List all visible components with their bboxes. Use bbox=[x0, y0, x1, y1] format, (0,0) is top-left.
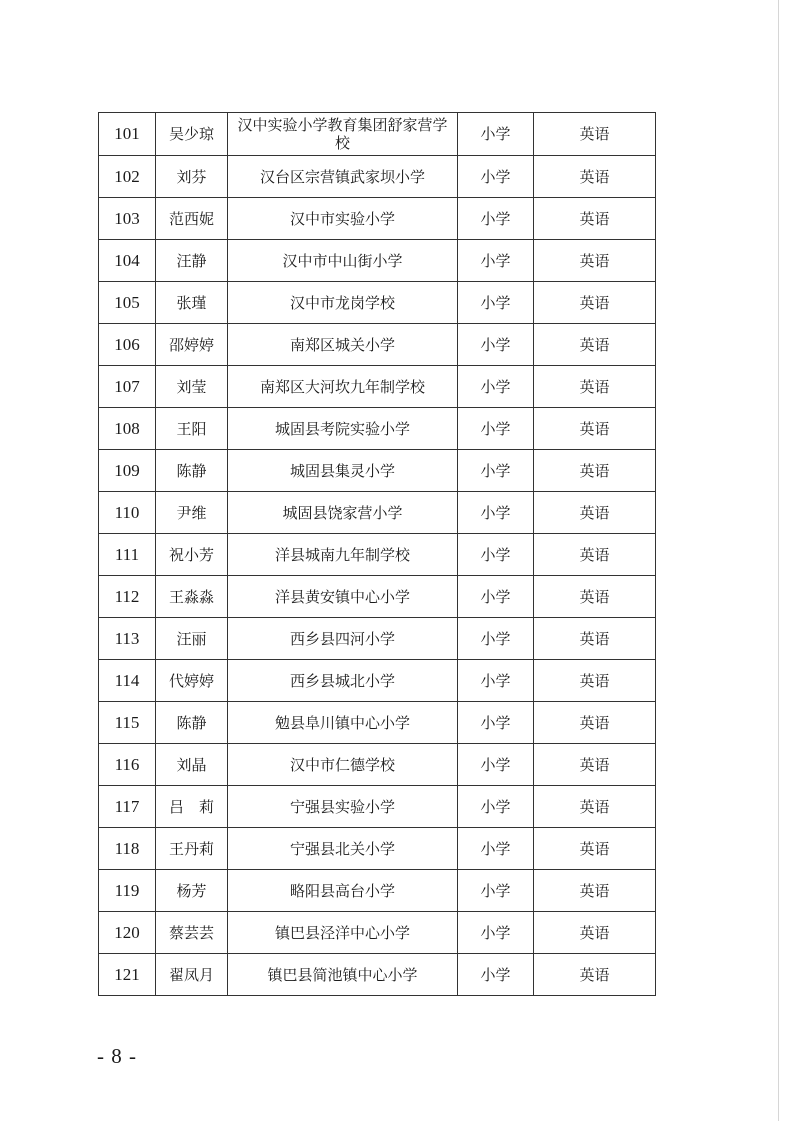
cell-level: 小学 bbox=[458, 198, 534, 240]
cell-name: 张瑾 bbox=[156, 282, 228, 324]
cell-level: 小学 bbox=[458, 450, 534, 492]
cell-name: 汪丽 bbox=[156, 618, 228, 660]
table-row bbox=[99, 954, 656, 996]
cell-school: 汉台区宗营镇武家坝小学 bbox=[228, 156, 458, 198]
cell-number: 121 bbox=[99, 954, 156, 996]
cell-school: 汉中实验小学教育集团舒家营学校 bbox=[228, 113, 458, 156]
table-row bbox=[99, 198, 656, 240]
cell-school: 略阳县高台小学 bbox=[228, 870, 458, 912]
cell-school: 汉中市仁德学校 bbox=[228, 744, 458, 786]
cell-number: 120 bbox=[99, 912, 156, 954]
cell-name: 杨芳 bbox=[156, 870, 228, 912]
cell-number: 104 bbox=[99, 240, 156, 282]
cell-level: 小学 bbox=[458, 534, 534, 576]
cell-subject: 英语 bbox=[534, 198, 656, 240]
roster-table-container bbox=[98, 112, 655, 996]
cell-subject: 英语 bbox=[534, 113, 656, 156]
cell-name: 翟凤月 bbox=[156, 954, 228, 996]
table-row bbox=[99, 534, 656, 576]
cell-name: 王阳 bbox=[156, 408, 228, 450]
cell-school: 汉中市龙岗学校 bbox=[228, 282, 458, 324]
cell-number: 101 bbox=[99, 113, 156, 156]
table-row bbox=[99, 156, 656, 198]
table-row bbox=[99, 408, 656, 450]
table-row bbox=[99, 282, 656, 324]
cell-name: 祝小芳 bbox=[156, 534, 228, 576]
cell-number: 117 bbox=[99, 786, 156, 828]
cell-level: 小学 bbox=[458, 912, 534, 954]
cell-subject: 英语 bbox=[534, 786, 656, 828]
cell-name: 刘莹 bbox=[156, 366, 228, 408]
cell-level: 小学 bbox=[458, 282, 534, 324]
cell-name: 刘芬 bbox=[156, 156, 228, 198]
scan-edge-line bbox=[778, 0, 779, 1121]
cell-number: 106 bbox=[99, 324, 156, 366]
cell-number: 113 bbox=[99, 618, 156, 660]
cell-number: 119 bbox=[99, 870, 156, 912]
cell-level: 小学 bbox=[458, 492, 534, 534]
table-row bbox=[99, 786, 656, 828]
cell-school: 西乡县城北小学 bbox=[228, 660, 458, 702]
table-row bbox=[99, 450, 656, 492]
cell-name: 范西妮 bbox=[156, 198, 228, 240]
table-row bbox=[99, 702, 656, 744]
cell-subject: 英语 bbox=[534, 870, 656, 912]
cell-subject: 英语 bbox=[534, 744, 656, 786]
cell-number: 115 bbox=[99, 702, 156, 744]
roster-table bbox=[98, 112, 656, 996]
cell-name: 代婷婷 bbox=[156, 660, 228, 702]
cell-number: 116 bbox=[99, 744, 156, 786]
cell-school: 西乡县四河小学 bbox=[228, 618, 458, 660]
table-row bbox=[99, 660, 656, 702]
cell-level: 小学 bbox=[458, 576, 534, 618]
cell-number: 105 bbox=[99, 282, 156, 324]
cell-number: 112 bbox=[99, 576, 156, 618]
cell-school: 洋县城南九年制学校 bbox=[228, 534, 458, 576]
cell-subject: 英语 bbox=[534, 324, 656, 366]
cell-school: 城固县考院实验小学 bbox=[228, 408, 458, 450]
cell-name: 蔡芸芸 bbox=[156, 912, 228, 954]
page-number: - 8 - bbox=[97, 1044, 137, 1068]
cell-subject: 英语 bbox=[534, 618, 656, 660]
cell-school: 城固县集灵小学 bbox=[228, 450, 458, 492]
table-row bbox=[99, 492, 656, 534]
table-row bbox=[99, 576, 656, 618]
cell-subject: 英语 bbox=[534, 492, 656, 534]
cell-number: 108 bbox=[99, 408, 156, 450]
cell-school: 宁强县实验小学 bbox=[228, 786, 458, 828]
cell-school: 汉中市中山街小学 bbox=[228, 240, 458, 282]
cell-number: 114 bbox=[99, 660, 156, 702]
cell-name: 陈静 bbox=[156, 702, 228, 744]
cell-number: 109 bbox=[99, 450, 156, 492]
cell-school: 宁强县北关小学 bbox=[228, 828, 458, 870]
cell-subject: 英语 bbox=[534, 366, 656, 408]
cell-school: 南郑区大河坎九年制学校 bbox=[228, 366, 458, 408]
cell-level: 小学 bbox=[458, 954, 534, 996]
cell-number: 110 bbox=[99, 492, 156, 534]
cell-number: 107 bbox=[99, 366, 156, 408]
cell-name: 邵婷婷 bbox=[156, 324, 228, 366]
table-row bbox=[99, 113, 656, 156]
cell-subject: 英语 bbox=[534, 576, 656, 618]
cell-subject: 英语 bbox=[534, 282, 656, 324]
cell-subject: 英语 bbox=[534, 828, 656, 870]
table-row bbox=[99, 870, 656, 912]
cell-level: 小学 bbox=[458, 113, 534, 156]
cell-school: 城固县饶家营小学 bbox=[228, 492, 458, 534]
cell-subject: 英语 bbox=[534, 408, 656, 450]
cell-subject: 英语 bbox=[534, 660, 656, 702]
cell-name: 王丹莉 bbox=[156, 828, 228, 870]
cell-number: 103 bbox=[99, 198, 156, 240]
cell-level: 小学 bbox=[458, 828, 534, 870]
cell-subject: 英语 bbox=[534, 450, 656, 492]
cell-level: 小学 bbox=[458, 240, 534, 282]
cell-number: 118 bbox=[99, 828, 156, 870]
cell-level: 小学 bbox=[458, 660, 534, 702]
cell-number: 111 bbox=[99, 534, 156, 576]
table-row bbox=[99, 324, 656, 366]
table-row bbox=[99, 744, 656, 786]
table-row bbox=[99, 828, 656, 870]
cell-number: 102 bbox=[99, 156, 156, 198]
cell-level: 小学 bbox=[458, 618, 534, 660]
cell-level: 小学 bbox=[458, 870, 534, 912]
cell-name: 陈静 bbox=[156, 450, 228, 492]
cell-level: 小学 bbox=[458, 408, 534, 450]
cell-subject: 英语 bbox=[534, 702, 656, 744]
cell-name: 吴少琼 bbox=[156, 113, 228, 156]
cell-level: 小学 bbox=[458, 324, 534, 366]
cell-school: 汉中市实验小学 bbox=[228, 198, 458, 240]
cell-subject: 英语 bbox=[534, 912, 656, 954]
cell-name: 刘晶 bbox=[156, 744, 228, 786]
cell-school: 镇巴县简池镇中心小学 bbox=[228, 954, 458, 996]
cell-level: 小学 bbox=[458, 744, 534, 786]
cell-subject: 英语 bbox=[534, 954, 656, 996]
cell-school: 洋县黄安镇中心小学 bbox=[228, 576, 458, 618]
table-row bbox=[99, 912, 656, 954]
cell-name: 汪静 bbox=[156, 240, 228, 282]
cell-school: 镇巴县泾洋中心小学 bbox=[228, 912, 458, 954]
table-row bbox=[99, 240, 656, 282]
cell-school: 南郑区城关小学 bbox=[228, 324, 458, 366]
table-row bbox=[99, 366, 656, 408]
table-row bbox=[99, 618, 656, 660]
cell-subject: 英语 bbox=[534, 240, 656, 282]
cell-level: 小学 bbox=[458, 702, 534, 744]
cell-level: 小学 bbox=[458, 786, 534, 828]
roster-table-body bbox=[99, 113, 656, 996]
cell-name: 尹维 bbox=[156, 492, 228, 534]
cell-subject: 英语 bbox=[534, 534, 656, 576]
cell-school: 勉县阜川镇中心小学 bbox=[228, 702, 458, 744]
cell-level: 小学 bbox=[458, 156, 534, 198]
cell-level: 小学 bbox=[458, 366, 534, 408]
cell-name: 吕 莉 bbox=[156, 786, 228, 828]
cell-subject: 英语 bbox=[534, 156, 656, 198]
cell-name: 王淼淼 bbox=[156, 576, 228, 618]
